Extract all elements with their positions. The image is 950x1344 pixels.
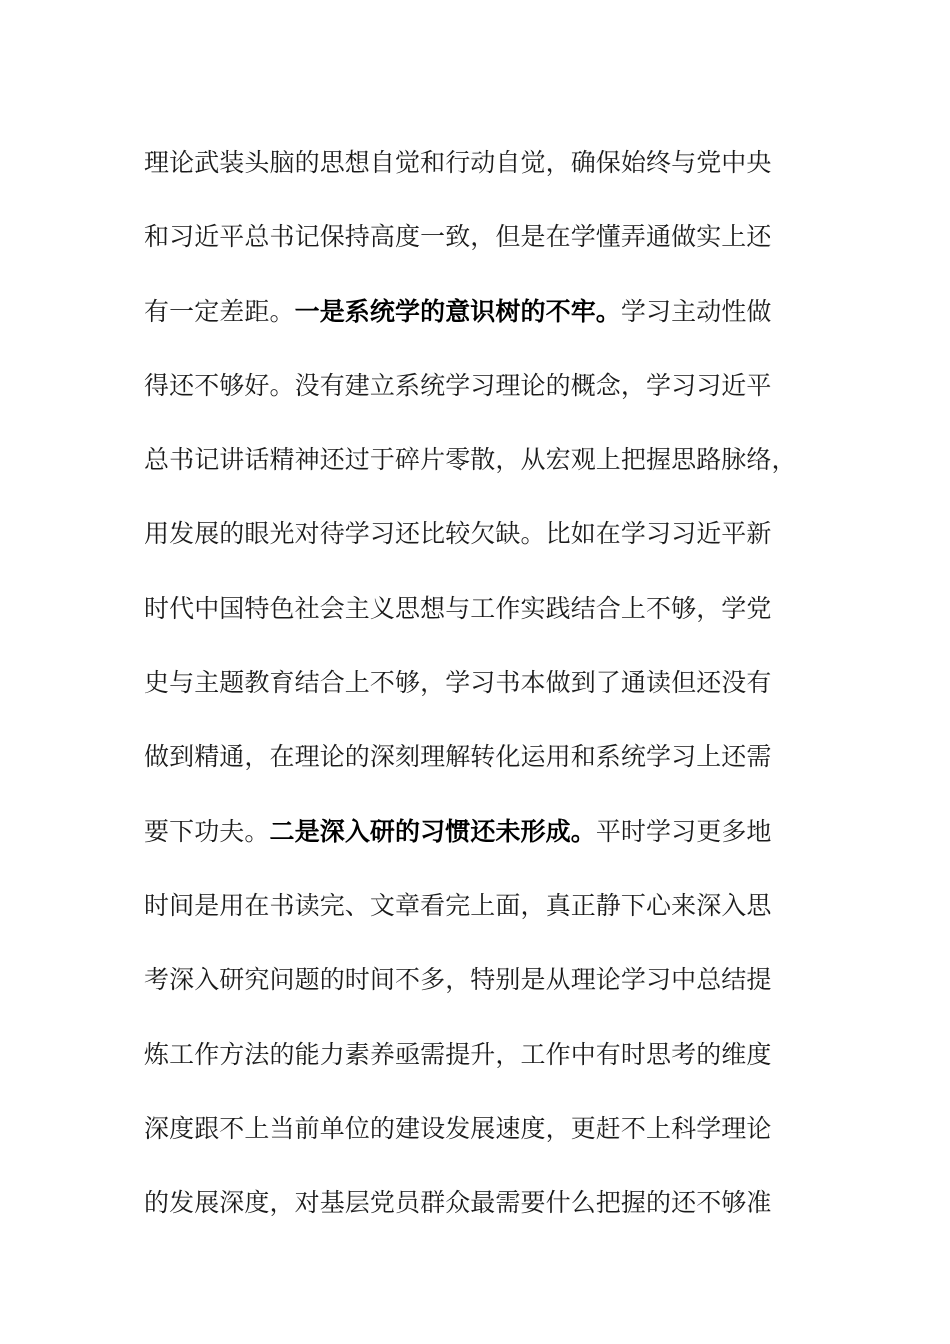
bold-heading-point-two: 二是深入研的习惯还未形成。 [269, 816, 596, 846]
text-line: 有一定差距。一是系统学的意识树的不牢。学习主动性做 [144, 296, 772, 326]
text-line: 深度跟不上当前单位的建设发展速度，更赶不上科学理论 [144, 1113, 772, 1143]
text-line: 用发展的眼光对待学习还比较欠缺。比如在学习习近平新 [144, 519, 772, 549]
bold-heading-point-one: 一是系统学的意识树的不牢。 [294, 296, 621, 326]
text-line: 史与主题教育结合上不够，学习书本做到了通读但还没有 [144, 668, 772, 698]
text-line: 得还不够好。没有建立系统学习理论的概念，学习习近平 [144, 370, 772, 400]
text-line: 总书记讲话精神还过于碎片零散，从宏观上把握思路脉络， [144, 445, 797, 475]
text-line: 做到精通，在理论的深刻理解转化运用和系统学习上还需 [144, 742, 772, 772]
text-line: 和习近平总书记保持高度一致，但是在学懂弄通做实上还 [144, 222, 772, 252]
text-line: 炼工作方法的能力素养亟需提升，工作中有时思考的维度 [144, 1039, 772, 1069]
text-line: 的发展深度，对基层党员群众最需要什么把握的还不够准 [144, 1188, 772, 1218]
text-line: 时间是用在书读完、文章看完上面，真正静下心来深入思 [144, 890, 772, 920]
text-line: 要下功夫。二是深入研的习惯还未形成。平时学习更多地 [144, 816, 772, 846]
body-paragraph [144, 126, 804, 1240]
text-line: 考深入研究问题的时间不多，特别是从理论学习中总结提 [144, 965, 772, 995]
text-line: 理论武装头脑的思想自觉和行动自觉，确保始终与党中央 [144, 148, 772, 177]
text-line: 时代中国特色社会主义思想与工作实践结合上不够，学党 [144, 593, 772, 623]
